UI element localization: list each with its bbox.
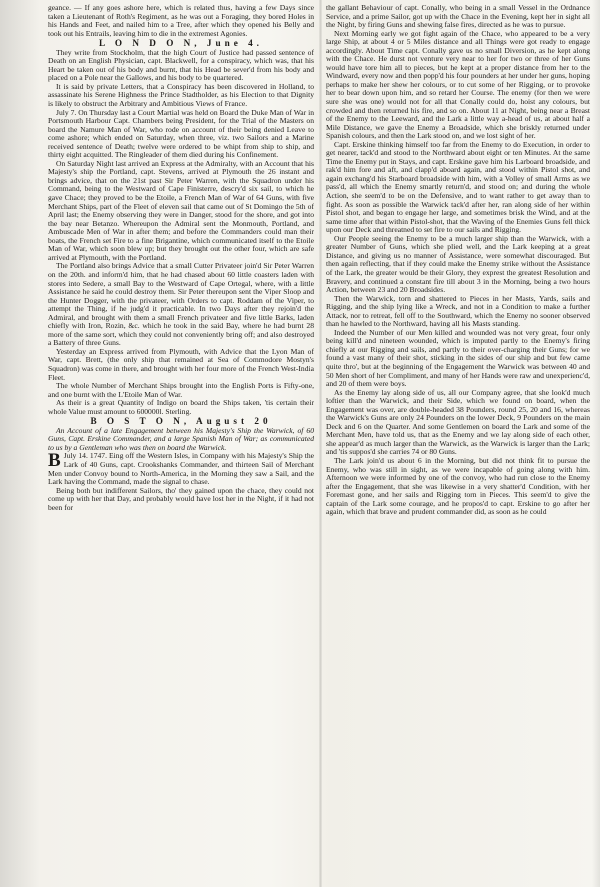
- right-column: [326, 4, 590, 884]
- article-paragraph: As the Enemy lay along side of us, all our Company agree, that she look'd much loftier than the Warwick, and their Side, which we found on board, when the Engagement was over, are double-headed 38 Pounders, round 25, 20 and 16, whereas the Warwick's Guns are only 24 Pounders on the lower Deck, 9 Pounders on the main Deck and 6 on the Quarter. And some Gentlemen on board the Lark and some of the Merchant Men, have told us, that as the Enemy and we lay along side of each other, she appear'd as much larger than the Warwick, as the Warwick is larger than the Lark; and 'tis suppos'd she carries 74 or 80 Guns.: [326, 387, 590, 457]
- dateline-london: L O N D O N, June 4.: [99, 38, 263, 49]
- article-paragraph: It is said by private Letters, that a Conspiracy has been discovered in Holland, to assassinate his Serene Highness the Prince Stadtholder, as his Election to that Dignity is likely to obstruct the Arbitrary and Ambitious Views of France.: [48, 81, 314, 109]
- article-paragraph: July 7. On Thursday last a Court Martial was held on Board the Duke Man of War in Portsmouth Harbour Capt. Chambers being President, for the Trial of the Masters on board the Namure Man of War, who rode on account of their being denied Leave to come ashore; which ended on Saturday, when three, viz. two Sailors and a Marine received sentence of Death; twelve were ordered to be whipt from ship to ship, and thirty eight acquitted. The Ringleader of them died during his Confinement.: [48, 107, 314, 160]
- drop-cap: B: [48, 450, 61, 472]
- dateline-boston: B O S T O N, August 20: [90, 416, 272, 427]
- left-column: [48, 4, 314, 884]
- article-paragraph: Then the Warwick, torn and shattered to Pieces in her Masts, Yards, sails and Rigging, and the ship lying like a Wreck, and not in a Condition to make a further Attack, nor to retreat, fell off to the Southward, which the Enemy no sooner observed than he hawled to the Northward, having all his Masts standing.: [326, 293, 590, 329]
- article-paragraph: On Saturday Night last arrived an Express at the Admiralty, with an Account that his Majesty's ship the Portland, capt. Stevens, arrived at Plymouth the 26 instant and brings advice, that on the 21st past Sir Peter Warren, with the Squadron under his Command, being to the Westward of Cape Finisterre, descry'd six sail, to which he gave Chace; they proved to be the Etoile, a French Man of War of 64 Guns, with five Merchant Ships, part of the Fleet of eleven sail that came out of St Domingo the 5th of April last; the Enemy observing they were in Danger, stood for the shore, and got into the bay near Betanzo. Whereupon the Admiral sent the Monmouth, Portland, and Ambuscade Men of War in after them; and before the Commanders could man their boats, the French set Fire to a fine Brigantine, which communicated itself to the Etoile Man of War, which soon blew up; but they brought out the other four, which are safe arrived at Plymouth, with the Portland.: [48, 158, 314, 262]
- account-intro: An Account of a late Engagement between his Majesty's Ship the Warwick, of 60 Guns, Capt. Erskine Commander, and a large Spanish Man of War; as communicated to us by a Gentleman who was then on board the Warwick.: [48, 425, 314, 452]
- article-paragraph: Yesterday an Express arrived from Plymouth, with Advice that the Lyon Man of War, capt. Brett, (the only ship that remained at Sea of Commodore Mostyn's Squadron) was come in there, and brought with her four more of the French West-India Fleet.: [48, 346, 314, 382]
- column-gutter: [319, 0, 322, 887]
- article-paragraph: Capt. Erskine thinking himself too far from the Enemy to do Execution, in order to get nearer, tack'd and stood to the Northward about eight or ten Minutes. At the same Time the Enemy put in Stays, and capt. Erskine gave him his Larboard broadside, and rak'd him fore and aft, and clapp'd aboard again, and stood within Pistol shot, and again exchang'd his Starboard broadside with him, with a Volley of small Arms as we pass'd, all which the Enemy smartly return'd, and stood on; and during the whole Action, she seem'd to be on the Defensive, and to want rather to get away than to fight. As soon as possible the Warwick tack'd after her, ran along side of her within Pistol shot, and began to engage her large, and sometimes brisk the Wind, and at the same time after that within Pistol-shot, that the Waving of the Enemies Guns fell thick upon our Deck and threatned to set fire to our sails and Rigging.: [326, 139, 590, 235]
- article-paragraph: The Portland also brings Advice that a small Cutter Privateer join'd Sir Peter Warren on the 20th. and inform'd him, that he had chased about 60 little coasters laden with stores into Sedere, a small Bay to the Westward of Cape Ortegal, where, with a little Assistance he said he could destroy them. Sir Peter thereupon sent the Viper Sloop and the Hunter Dogger, with the privateer, with Orders to capt. Roddam of the Viper, to attempt the Thing, if he judg'd it practicable. In two Days after they rejoin'd the Admiral, and brought with them a small French privateer and five little Barks, laden chiefly with Iron, Rozin, &c. which he took in the said Bay, where he had burnt 28 more of the same sort, which they could not conveniently bring off; and also destroyed a Battery of three Guns.: [48, 261, 314, 348]
- article-paragraph: The Lark join'd us about 6 in the Morning, but did not think fit to pursue the Enemy, who was still in sight, as we were incapable of going along with him. Afternoon we were informed by one of the convoy, who had run close to the Enemy after the Engagement, that she was likewise in a very shatter'd Condition, with her Foremast gone, and her sails and Rigging torn in Pieces. This seem'd to give the captain of the Lark some courage, and he propos'd to capt. Erskine to go after her again, which that brave and prudent commander did, as soon as he could: [326, 455, 590, 517]
- article-paragraph: They write from Stockholm, that the high Court of Justice had passed sentence of Death on an English Physician, capt. Blackwell, for a conspiracy, which was, that his Heart be taken out of his body and burnt, that his Head be sever'd from his body and placed on a Pole near the Gallows, and his body to be quartered.: [48, 47, 314, 83]
- article-paragraph: Being both but indifferent Sailors, tho' they gained upon the chace, they could not come up with her that Day, and probably would have lost her in the Night, if it had not been for: [48, 485, 314, 512]
- article-paragraph: Next Morning early we got fight again of the Chace, who appeared to be a very large Ship, at about 4 or 5 Miles distance and all Things were got ready to engage accordingly. About Time capt. Conally gave us no small Diversion, as he kept along with the Chace. He durst not venture very near to her for two or three of her Guns would have tore him all to pieces, but he kept at a proper distance from her to the Windward, every now and then popp'd his four pounders at her under her guns, hoping perhaps to make her shew her colours, or to cut some of her Rigging, or to provoke her to bear down upon him, and so retard her Course. The enemy (for then we were sure she was one) would not for all that Conally could do, hoist any colours, but crowded and then returned his fire, and so on. About 11 at Night, being near a Breast of the Enemy to the Leeward, and the Lark a little way a-head of us, at about half a Mile Distance, we gave the Enemy a Broadside, which she briskly returned under Spanish colours, and then the Lark stood on, and we lost sight of her.: [326, 28, 590, 141]
- continued-paragraph: the gallant Behaviour of capt. Conally, who being in a small Vessel in the Ordnance Service, and a prime Sailor, got up with the Chace in the Evening, kept her in sight all the Night, by firing Guns and shewing false fires, directed as he was to pursue.: [326, 4, 590, 30]
- page-shadow-left: [0, 0, 40, 887]
- page-shadow-right: [592, 0, 600, 887]
- continued-paragraph: geance. — If any goes ashore here, which is related thus, having a few Days since taken a Lieutenant of Roth's Regiment, as he was out a Foraging, they bored Holes in his Hands and Feet, and nailed him to a Tree, after which they opened his Belly and took out his Entrails, leaving him to die in the extremest Agonies.: [48, 4, 314, 38]
- article-paragraph: As their is a great Quantity of Indigo on board the Ships taken, 'tis certain their whole Value must amount to 600000l. Sterling.: [48, 398, 314, 416]
- article-paragraph: The whole Number of Merchant Ships brought into the English Ports is Fifty-one, and one burnt with the L'Etoile Man of War.: [48, 381, 314, 399]
- article-paragraph: Our People seeing the Enemy to be a much larger ship than the Warwick, with a greater Number of Guns, which she plied well, and the Lark keeping at a great Distance, and giving us no manner of Assistance, were somewhat discouraged. But then again reflecting, that if they could make the Enemy strike without the Assistance of the Lark, the greater would be their Glory, they exprest the greatest Resolution and Bravery, and continued a constant fire till about 3 in the Morning, being a two hours Action, between 23 and 20 Broadsides.: [326, 233, 590, 295]
- article-paragraph-dropcap: [48, 452, 314, 486]
- dropcap-paragraph-text: July 14. 1747. Eing off the Western Isles, in Company with his Majesty's Ship the Lark of 40 Guns, capt. Crookshanks Commander, and thirteen Sail of Merchant Men under Convoy bound to North-America, in the Morning they saw a Sail, and the Lark having the Command, made the signal to chase.: [48, 451, 314, 487]
- article-paragraph: Indeed the Number of our Men killed and wounded was not very great, four only being kill'd and nineteen wounded, which is imputed partly to the Enemy's firing chiefly at our Rigging and sails, and partly to their over-charging their Guns; for we found a vast many of their shot, sticking in the sides of our ship and but few came quite thro', but at the beginning of the Engagement the Warwick was between 40 and 50 Men short of her Compliment, and many of her Hands were raw and unexperienc'd, and 20 of them were boys.: [326, 327, 590, 389]
